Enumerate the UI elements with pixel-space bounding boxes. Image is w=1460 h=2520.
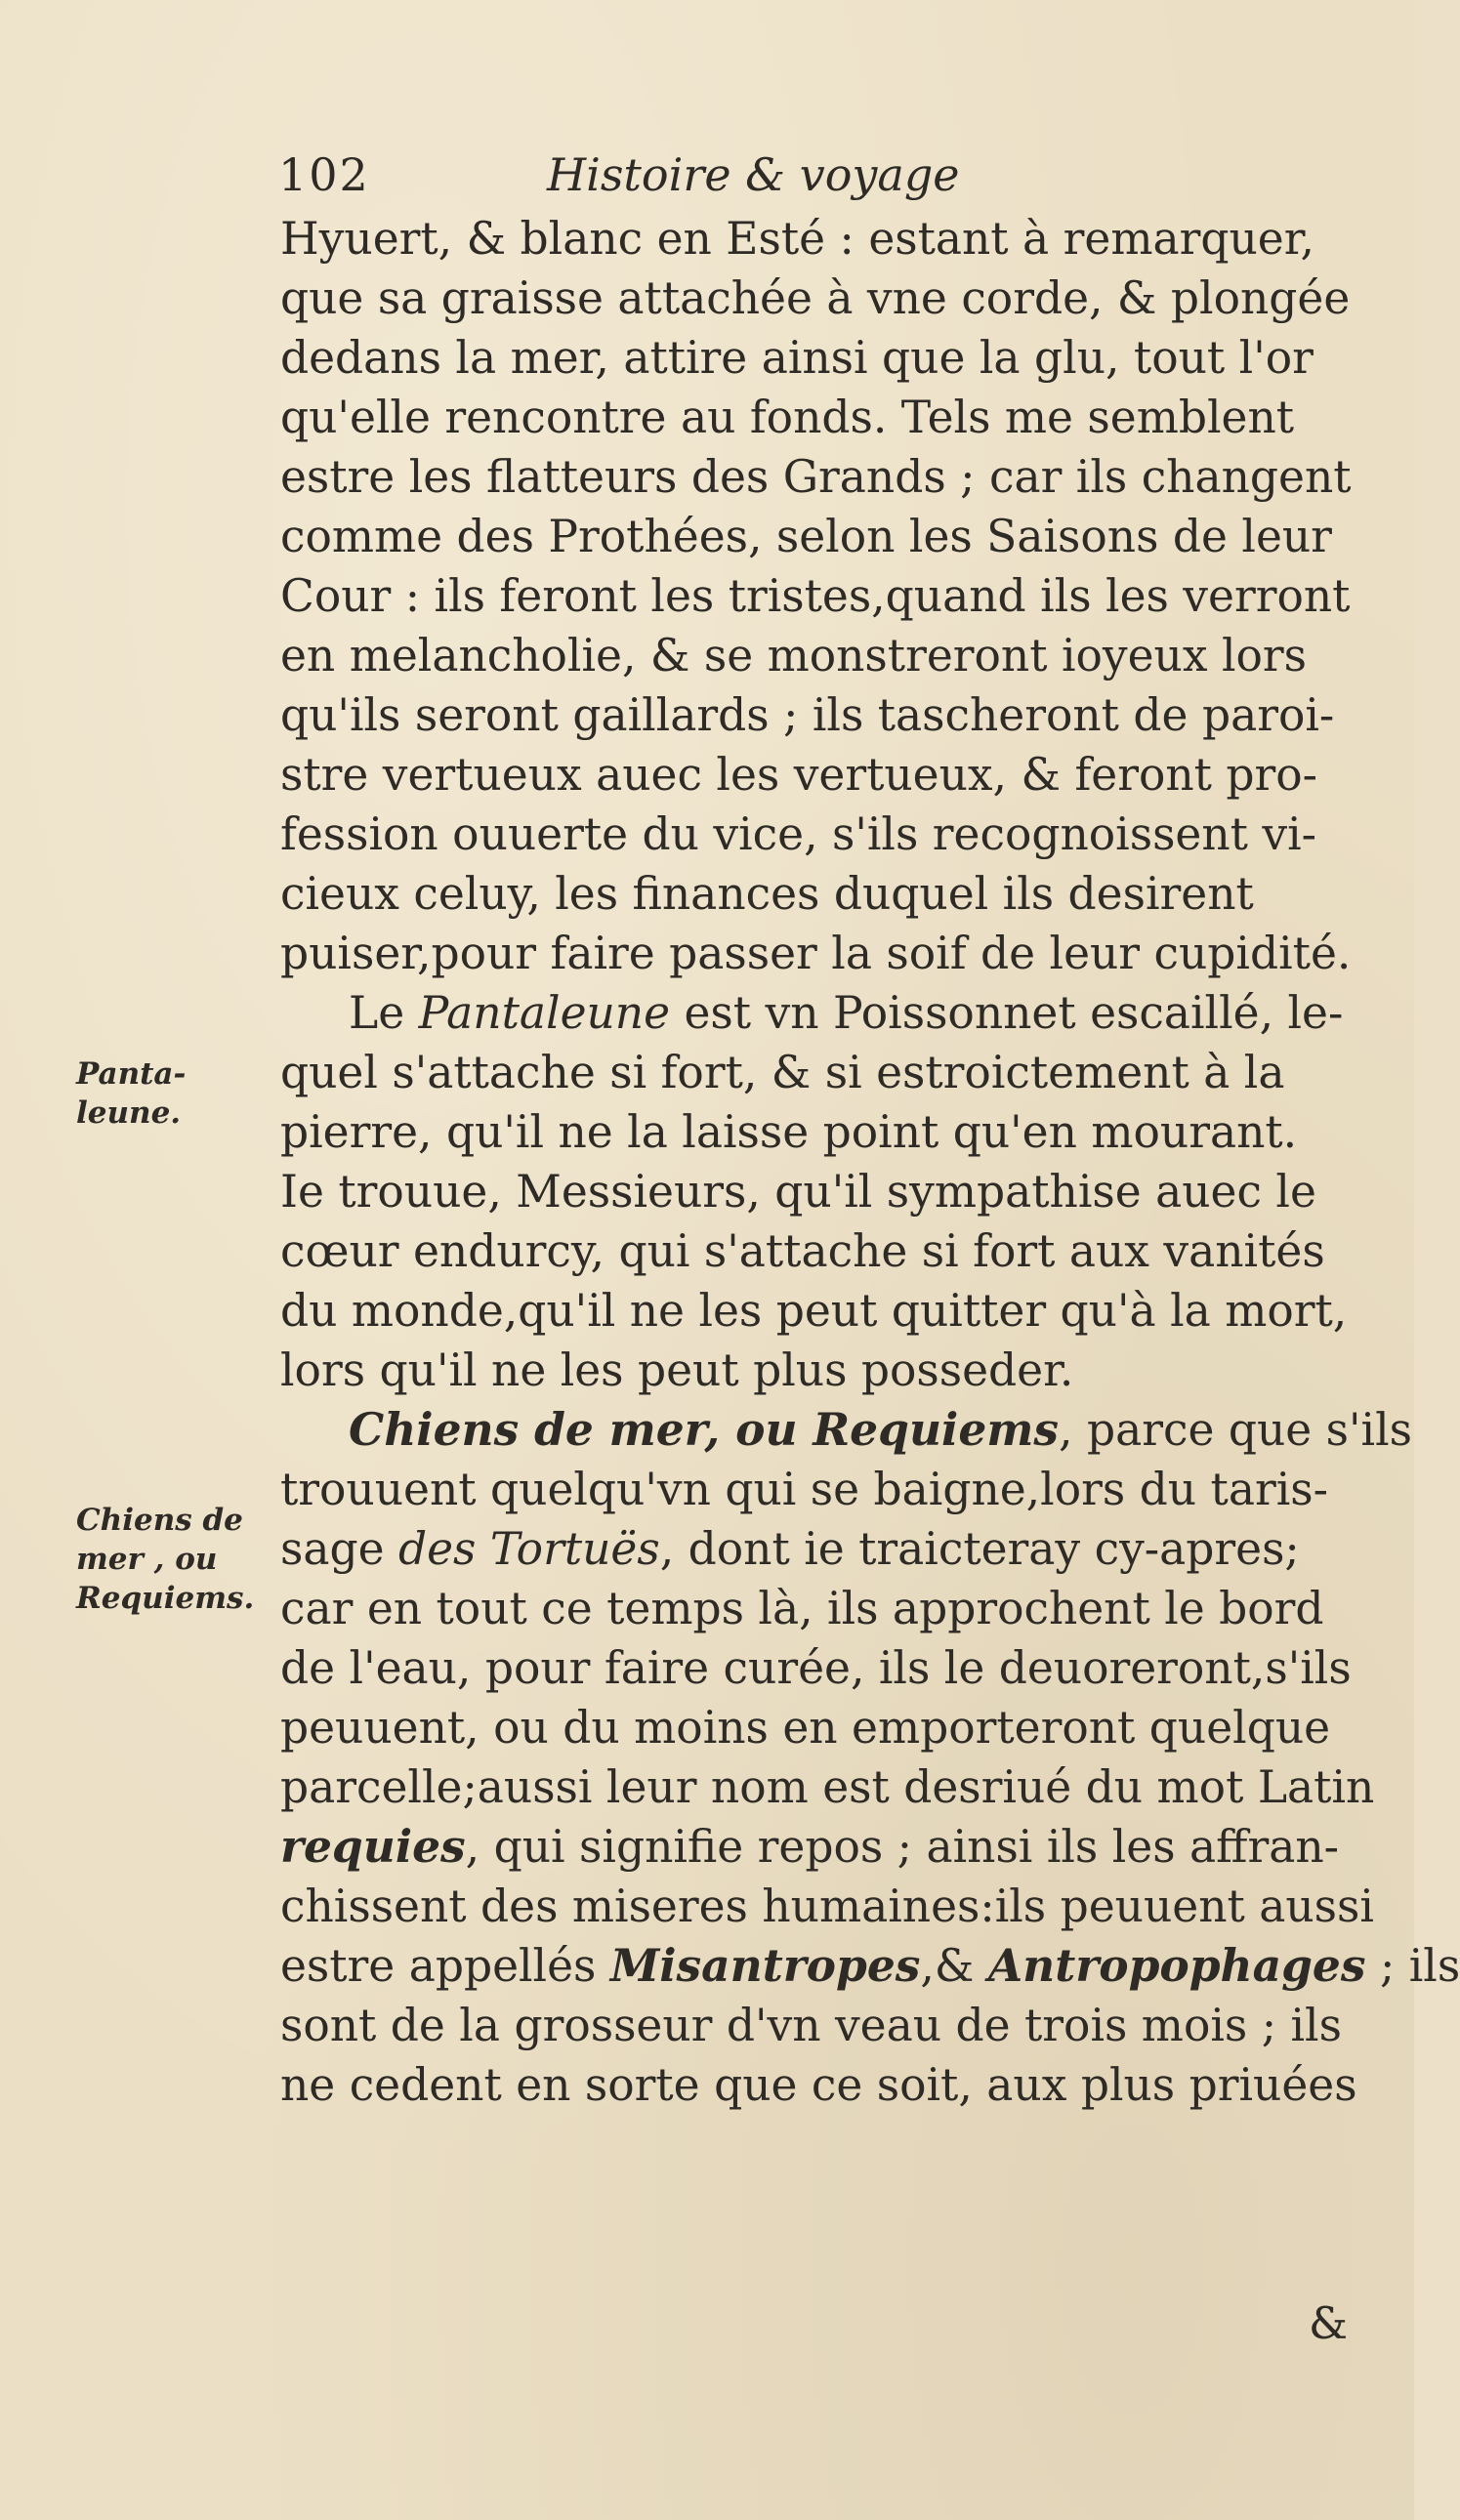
term-misantropes: Misantropes: [609, 1939, 921, 1992]
term-tortues: des Tortuës: [398, 1523, 660, 1575]
text-run: ; ils: [1365, 1940, 1460, 1992]
text-line: Ie trouue, Messieurs, qu'il sympathise auec le: [280, 1166, 1316, 1218]
margin-note-pantaleune: [76, 1054, 186, 1133]
text-line: pierre, qu'il ne la laisse point qu'en mourant.: [280, 1106, 1298, 1158]
text-line: stre vertueux auec les vertueux, & feront pro-: [280, 749, 1318, 801]
text-line: [280, 1817, 1364, 1877]
margin-note-line: Chiens de: [76, 1503, 243, 1538]
text-line: qu'elle rencontre au fonds. Tels me semblent: [280, 392, 1295, 443]
paragraph-pantaleune-first-line: [280, 983, 1364, 1043]
text-run: estre appellés: [280, 1940, 610, 1992]
text-line: Hyuert, & blanc en Esté : estant à remarquer,: [280, 213, 1314, 265]
margin-note-chiens: [76, 1501, 254, 1618]
term-antropophages: Antropophages: [987, 1939, 1366, 1992]
text-line: puiser,pour faire passer la soif de leur cupidité.: [280, 928, 1352, 979]
text-line: [280, 1936, 1460, 1996]
text-line: Cour : ils feront les tristes,quand ils les verront: [280, 570, 1351, 622]
catchword: &: [1309, 2297, 1349, 2349]
text-line: cœur endurcy, qui s'attache si fort aux vanités: [280, 1225, 1325, 1277]
margin-note-line: Requiems.: [76, 1581, 255, 1616]
text-line: en melancholie, & se monstreront ioyeux lors: [280, 630, 1307, 682]
text-line: comme des Prothées, selon les Saisons de leur: [280, 511, 1332, 562]
text-line: estre les flatteurs des Grands ; car ils changent: [280, 451, 1352, 503]
body-text: [280, 209, 1460, 2115]
text-run: , dont ie traicteray cy-apres;: [659, 1523, 1300, 1575]
term-pantaleune: Pantaleune: [418, 987, 671, 1039]
text-line: du monde,qu'il ne les peut quitter qu'à la mort,: [280, 1285, 1348, 1337]
text-line: dedans la mer, attire ainsi que la glu, tout l'or: [280, 332, 1314, 384]
text-line: sont de la grosseur d'vn veau de trois mois ; ils: [280, 2000, 1342, 2051]
text-run: , parce que s'ils: [1059, 1404, 1412, 1456]
text-line: peuuent, ou du moins en emporteront quelque: [280, 1702, 1331, 1754]
text-run: sage: [280, 1523, 398, 1575]
running-title: Histoire & voyage: [547, 148, 960, 201]
text-run: ,&: [920, 1940, 988, 1992]
term-chiens-de-mer: Chiens de mer, ou Requiems: [349, 1403, 1060, 1456]
text-line: trouuent quelqu'vn qui se baigne,lors du taris-: [280, 1464, 1328, 1515]
text-line: chissent des miseres humaines:ils peuuent aussi: [280, 1880, 1374, 1932]
text-line: quel s'attache si fort, & si estroictement à la: [280, 1047, 1285, 1098]
text-run: est vn Poissonnet escaillé, le-: [670, 987, 1344, 1039]
text-run: Le: [349, 987, 419, 1039]
text-line: [280, 1519, 1364, 1579]
margin-note-line: mer , ou: [76, 1542, 218, 1577]
text-run: , qui signifie repos ; ainsi ils les affran-: [465, 1821, 1340, 1873]
text-line: ne cedent en sorte que ce soit, aux plus priuées: [280, 2059, 1357, 2111]
text-line: de l'eau, pour faire curée, ils le deuoreront,s'ils: [280, 1642, 1352, 1694]
text-line: car en tout ce temps là, ils approchent le bord: [280, 1583, 1324, 1634]
text-line: lors qu'il ne les peut plus posseder.: [280, 1344, 1074, 1396]
margin-note-line: Panta-: [76, 1056, 187, 1092]
paragraph-chiens-first-line: [280, 1400, 1412, 1460]
page-number: 102: [278, 148, 370, 201]
text-line: cieux celuy, les finances duquel ils desirent: [280, 868, 1254, 920]
page-header: [278, 148, 1118, 217]
text-line: que sa graisse attachée à vne corde, & plongée: [280, 272, 1351, 324]
text-line: qu'ils seront gaillards ; ils tascheront de paroi-: [280, 689, 1335, 741]
margin-note-line: leune.: [76, 1095, 182, 1131]
term-requies: requies: [280, 1820, 466, 1873]
text-line: parcelle;aussi leur nom est desriué du mot Latin: [280, 1761, 1375, 1813]
text-line: fession ouuerte du vice, s'ils recognoissent vi-: [280, 808, 1317, 860]
